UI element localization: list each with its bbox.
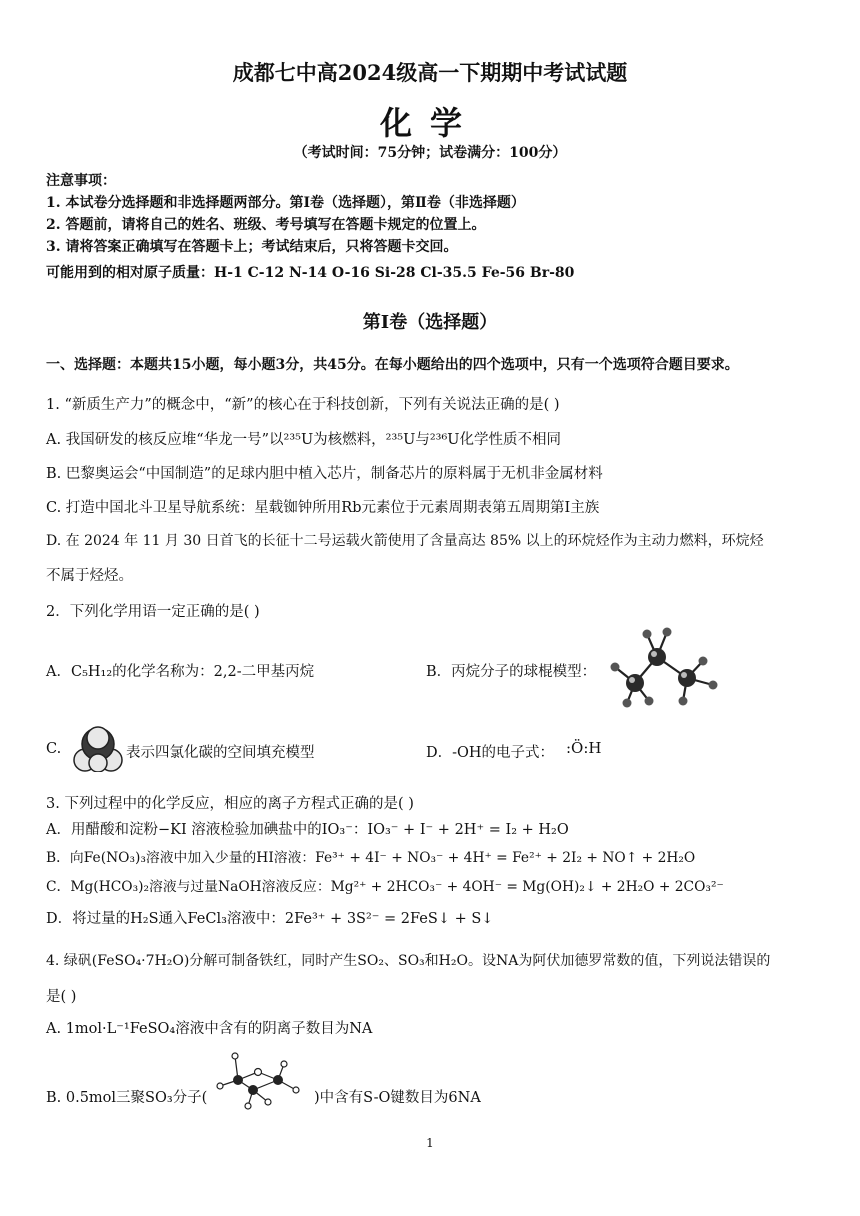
q1-option-d-line1: D. 在 2024 年 11 月 30 日首飞的长征十二号运载火箭使用了含量高达 85% 以上的环烷烃作为主动力燃料，环烷烃 (46, 533, 764, 549)
q2-option-c: 表示四氯化碳的空间填充模型 (126, 745, 315, 761)
q3-option-b: B．向Fe(NO₃)₃溶液中加入少量的HI溶液：Fe³⁺ + 4I⁻ + NO₃⁻ + 4H⁺ = Fe²⁺ + 2I₂ + NO↑ + 2H₂O (46, 850, 696, 866)
q1-option-b: B. 巴黎奥运会“中国制造”的足球内胆中植入芯片，制备芯片的原料属于无机非金属材料 (46, 466, 603, 482)
ccl4-space-filling-model (71, 724, 125, 772)
section-instructions: 一、选择题：本题共15小题，每小题3分，共45分。在每小题给出的四个选项中，只有一个选项符合题目要求。 (46, 357, 739, 373)
q4-option-a: A. 1mol·L⁻¹FeSO₄溶液中含有的阴离子数目为NA (46, 1021, 373, 1037)
note-item-2: 2. 答题前，请将自己的姓名、班级、考号填写在答题卡规定的位置上。 (46, 217, 486, 233)
q2-stem: 2．下列化学用语一定正确的是( ) (46, 604, 260, 620)
notes-heading: 注意事项： (46, 173, 116, 189)
q2-option-a: A．C₅H₁₂的化学名称为：2,2-二甲基丙烷 (46, 664, 315, 680)
q1-option-a: A. 我国研发的核反应堆“华龙一号”以²³⁵U为核燃料，²³⁵U与²³⁶U化学性质不相同 (46, 432, 561, 448)
note-item-3: 3. 请将答案正确填写在答题卡上；考试结束后，只将答题卡交回。 (46, 239, 458, 255)
trimer-so3-structure (208, 1050, 308, 1112)
atomic-masses: 可能用到的相对原子质量：H-1 C-12 N-14 O-16 Si-28 Cl-35.5 Fe-56 Br-80 (46, 265, 575, 281)
q4-option-b-prefix: B. 0.5mol三聚SO₃分子( (46, 1090, 208, 1106)
q2-option-b: B．丙烷分子的球棍模型： (426, 664, 597, 680)
q3-stem: 3. 下列过程中的化学反应，相应的离子方程式正确的是( ) (46, 796, 414, 812)
q2-option-c-label: C. (46, 741, 62, 757)
propane-ball-stick-model (605, 625, 725, 710)
exam-subject: 化学 (379, 104, 480, 142)
section-title: 第Ⅰ卷（选择题） (362, 312, 498, 333)
q3-option-d: D．将过量的H₂S通入FeCl₃溶液中：2Fe³⁺ + 3S²⁻ = 2FeS↓ + S↓ (46, 911, 494, 927)
q4-stem-line2: 是( ) (46, 989, 77, 1005)
q4-stem-line1: 4. 绿矾(FeSO₄·7H₂O)分解可制备铁红，同时产生SO₂、SO₃和H₂O。设NA为阿伏加德罗常数的值，下列说法错误的 (46, 953, 771, 969)
note-item-1: 1. 本试卷分选择题和非选择题两部分。第Ⅰ卷（选择题），第Ⅱ卷（非选择题） (46, 195, 525, 211)
q3-option-a: A．用醋酸和淀粉−KI 溶液检验加碘盐中的IO₃⁻：IO₃⁻ + I⁻ + 2H⁺ = I₂ + H₂O (46, 822, 569, 838)
q4-option-b-suffix: )中含有S-O键数目为6NA (314, 1090, 481, 1106)
page-number: 1 (426, 1136, 434, 1150)
exam-info: （考试时间：75分钟；试卷满分：100分） (293, 145, 567, 161)
q1-option-d-line2: 不属于烃烃。 (46, 568, 133, 584)
q3-option-c: C．Mg(HCO₃)₂溶液与过量NaOH溶液反应：Mg²⁺ + 2HCO₃⁻ + 4OH⁻ = Mg(OH)₂↓ + 2H₂O + 2CO₃²⁻ (46, 879, 724, 895)
q1-stem: 1. “新质生产力”的概念中，“新”的核心在于科技创新，下列有关说法正确的是( ) (46, 397, 560, 413)
hydroxyl-electron-formula: :Ö:H (566, 739, 602, 757)
exam-title: 成都七中高2024级高一下期期中考试试题 (232, 60, 628, 85)
q2-option-d: D．-OH的电子式： (426, 745, 555, 761)
q1-option-c: C. 打造中国北斗卫星导航系统：星载铷钟所用Rb元素位于元素周期表第五周期第Ⅰ主族 (46, 500, 600, 516)
